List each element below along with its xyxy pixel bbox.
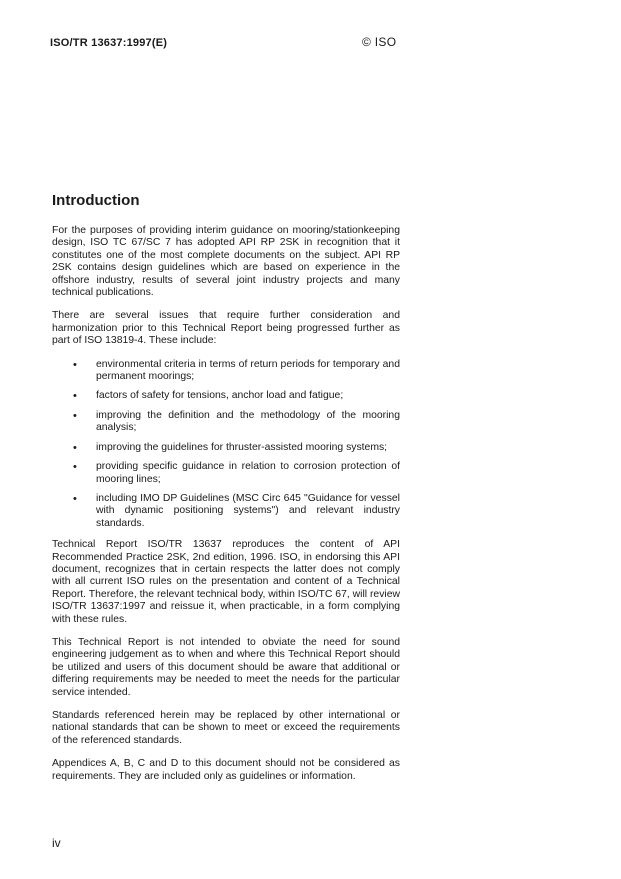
list-item-text: improving the definition and the methodology of the mooring analysis; [96, 409, 400, 434]
list-item [52, 493, 400, 530]
list-item-text: including IMO DP Guidelines (MSC Circ 645 "Guidance for vessel with dynamic positioning systems") and relevant industry standards. [96, 492, 400, 529]
appendices-paragraph: Appendices A, B, C and D to this document should not be considered as requirements. They are included only as guidelines or information. [52, 758, 400, 782]
list-item-text: improving the guidelines for thruster-assisted mooring systems; [96, 441, 388, 453]
engineering-judgement-paragraph: This Technical Report is not intended to obviate the need for sound engineering judgement as to when and where this Technical Report should be utilized and users of this document should be aware that additional or differing requirements may be needed to meet the needs for the particular service intended. [52, 636, 400, 698]
issues-list [52, 359, 400, 530]
standards-referenced-paragraph: Standards referenced herein may be replaced by other international or national standards that can be shown to meet or exceed the requirements of the referenced standards. [52, 710, 400, 746]
technical-report-paragraph: Technical Report ISO/TR 13637 reproduces the content of API Recommended Practice 2SK, 2nd edition, 1996. ISO, in endorsing this API document, recognizes that in certain respects the latter does not comply with all current ISO rules on the presentation and content of a Technical Report. Therefore, the relevant technical body, within ISO/TC 67, will review ISO/TR 13637:1997 and reissue it, when practicable, in a form complying with these rules. [52, 539, 400, 625]
bullet-marker: • [73, 441, 77, 454]
list-item [52, 359, 400, 384]
list-item-text: providing specific guidance in relation to corrosion protection of mooring lines; [96, 461, 400, 485]
document-id: ISO/TR 13637:1997(E) [50, 37, 168, 49]
list-item-text: environmental criteria in terms of return periods for temporary and permanent moorings; [96, 358, 400, 383]
bullet-marker: • [73, 492, 77, 505]
bullet-marker: • [73, 461, 77, 474]
body-text [52, 225, 400, 794]
list-item [52, 390, 400, 402]
bullet-marker: • [73, 358, 77, 371]
bullet-marker: • [73, 409, 77, 422]
list-item-text: factors of safety for tensions, anchor load and fatigue; [96, 390, 344, 402]
copyright-notice: © ISO [362, 35, 397, 49]
list-item [52, 461, 400, 486]
list-item [52, 442, 400, 454]
section-title: Introduction [52, 192, 140, 209]
bullet-marker: • [73, 390, 77, 403]
issues-paragraph: There are several issues that require further consideration and harmonization prior to this Technical Report being progressed further as part of ISO 13819-4. These include: [52, 310, 400, 347]
page-number: iv [52, 836, 61, 850]
list-item [52, 410, 400, 435]
intro-paragraph: For the purposes of providing interim guidance on mooring/stationkeeping design, ISO TC 67/SC 7 has adopted API RP 2SK in recognition that it constitutes one of the most complete documents on the subject. API RP 2SK contains design guidelines which are based on experience in the offshore industry, results of several joint industry projects and many technical publications. [52, 225, 400, 299]
